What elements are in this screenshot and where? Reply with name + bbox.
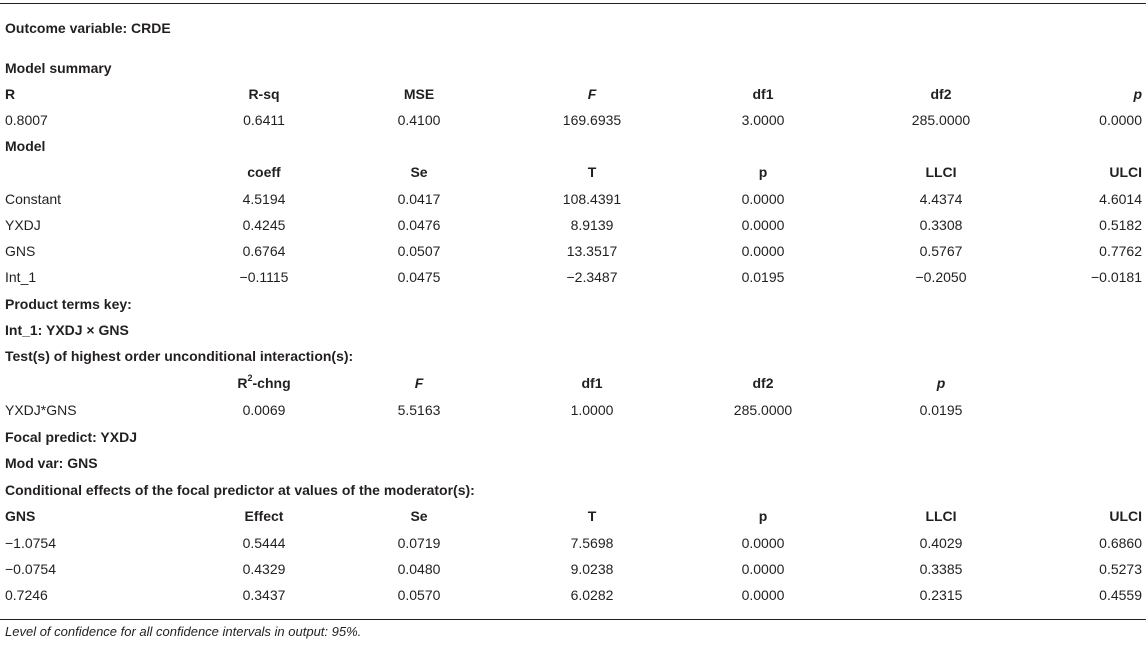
cell-p: 0.0000 [741,561,785,577]
outcome-label: Outcome variable: CRDE [5,20,171,36]
header-df2: df2 [930,86,952,102]
conditional-title: Conditional effects of the focal predictor at values of the moderator(s): [5,482,475,498]
cell-effect: 0.5444 [242,535,286,551]
cell-se: 0.0480 [397,561,441,577]
table-row [0,556,1146,582]
model-header-row [0,159,1146,185]
table-row [0,238,1146,264]
header-p: p [936,375,946,391]
header-r2-base: R [237,375,248,391]
header-p: p [758,508,768,524]
cell-llci: 0.3385 [919,561,963,577]
cell-effect: 0.3437 [242,587,286,603]
cell-t: −2.3487 [566,269,618,285]
model-summary-value-row [0,107,1146,133]
value-r: 0.8007 [5,112,48,128]
cell-coeff: 0.6764 [242,243,286,259]
cell-se: 0.0507 [397,243,441,259]
cell-p: 0.0000 [741,191,785,207]
cell-llci: 0.4029 [919,535,963,551]
header-gns: GNS [5,508,36,524]
header-r2-rest: -chng [252,375,291,391]
cell-df2: 285.0000 [733,402,793,418]
cell-t: 6.0282 [570,587,614,603]
header-df2: df2 [752,375,774,391]
mod-var-row [0,450,1146,476]
cell-ulci: 0.6860 [1099,535,1142,551]
header-ulci: ULCI [1109,164,1142,180]
product-terms-key: Int_1: YXDJ × GNS [5,322,129,338]
cell-se: 0.0719 [397,535,441,551]
model-title: Model [5,138,46,154]
header-p: p [1133,86,1142,102]
cell-llci: 0.5767 [919,243,963,259]
cell-p: 0.0195 [741,269,785,285]
cell-gns: 0.7246 [5,587,48,603]
header-r2-chng [237,370,290,396]
cell-ulci: 4.6014 [1099,191,1142,207]
cell-p: 0.0000 [741,535,785,551]
header-effect: Effect [244,508,284,524]
table-row [0,582,1146,608]
cell-t: 7.5698 [570,535,614,551]
cell-f: 5.5163 [397,402,441,418]
interaction-test-header-row [0,370,1146,396]
cell-p: 0.0000 [741,243,785,259]
table-row [0,264,1146,290]
header-t: T [587,508,597,524]
header-llci: LLCI [925,508,957,524]
header-coeff: coeff [247,164,281,180]
model-summary-title: Model summary [5,60,112,76]
interaction-test-value-row [0,397,1146,423]
header-df1: df1 [581,375,603,391]
row-label: GNS [5,243,36,259]
model-title-row [0,133,1146,159]
interaction-test-title-row [0,343,1146,369]
header-p: p [758,164,768,180]
table-row [0,186,1146,212]
model-summary-header-row [0,81,1146,107]
header-f: F [587,86,597,102]
cell-t: 9.0238 [570,561,614,577]
row-label: Int_1 [5,269,37,285]
row-label: YXDJ [5,217,41,233]
row-label: YXDJ*GNS [5,402,77,418]
cell-p: 0.0000 [741,217,785,233]
value-df1: 3.0000 [741,112,785,128]
header-df1: df1 [752,86,774,102]
cell-ulci: 0.5273 [1099,561,1142,577]
cell-effect: 0.4329 [242,561,286,577]
cell-df1: 1.0000 [570,402,614,418]
cell-llci: 4.4374 [919,191,963,207]
cell-t: 13.3517 [566,243,618,259]
focal-predict: Focal predict: YXDJ [5,429,138,445]
cell-p: 0.0195 [919,402,963,418]
cell-ulci: 0.7762 [1099,243,1142,259]
cell-coeff: −0.1115 [239,269,289,285]
cell-se: 0.0476 [397,217,441,233]
header-mse: MSE [403,86,435,102]
product-terms-key-row [0,317,1146,343]
header-r: R [5,86,16,102]
header-r2-sup: 2 [247,373,253,384]
cell-llci: 0.3308 [919,217,963,233]
cell-coeff: 4.5194 [242,191,286,207]
header-se: Se [410,164,428,180]
header-llci: LLCI [925,164,957,180]
cell-llci: 0.2315 [919,587,963,603]
header-rsq: R-sq [248,86,280,102]
value-mse: 0.4100 [397,112,441,128]
row-label: Constant [5,191,62,207]
header-t: T [587,164,597,180]
cell-ulci: −0.0181 [1091,269,1142,285]
cell-llci: −0.2050 [915,269,967,285]
mod-var: Mod var: GNS [5,455,98,471]
conditional-header-row [0,503,1146,529]
cell-coeff: 0.4245 [242,217,286,233]
cell-r2-chng: 0.0069 [242,402,286,418]
cell-gns: −0.0754 [5,561,56,577]
cell-ulci: 0.4559 [1099,587,1142,603]
model-summary-title-row [0,55,1146,81]
table-top-rule [0,3,1146,4]
cell-se: 0.0417 [397,191,441,207]
table-footnote: Level of confidence for all confidence intervals in output: 95%. [5,624,362,639]
header-f: F [414,375,424,391]
product-terms-title: Product terms key: [5,296,132,312]
table-row [0,530,1146,556]
conditional-title-row [0,477,1146,503]
outcome-row [0,15,1146,41]
cell-se: 0.0475 [397,269,441,285]
cell-se: 0.0570 [397,587,441,603]
cell-t: 108.4391 [562,191,622,207]
cell-p: 0.0000 [741,587,785,603]
value-df2: 285.0000 [911,112,971,128]
cell-ulci: 0.5182 [1099,217,1142,233]
focal-predict-row [0,424,1146,450]
header-se: Se [410,508,428,524]
cell-t: 8.9139 [570,217,614,233]
product-terms-title-row [0,291,1146,317]
table-row [0,212,1146,238]
value-rsq: 0.6411 [243,112,285,128]
cell-gns: −1.0754 [5,535,56,551]
interaction-test-title: Test(s) of highest order unconditional interaction(s): [5,348,354,364]
table-bottom-rule [0,619,1146,620]
value-f: 169.6935 [562,112,622,128]
header-ulci: ULCI [1109,508,1142,524]
value-p: 0.0000 [1099,112,1142,128]
